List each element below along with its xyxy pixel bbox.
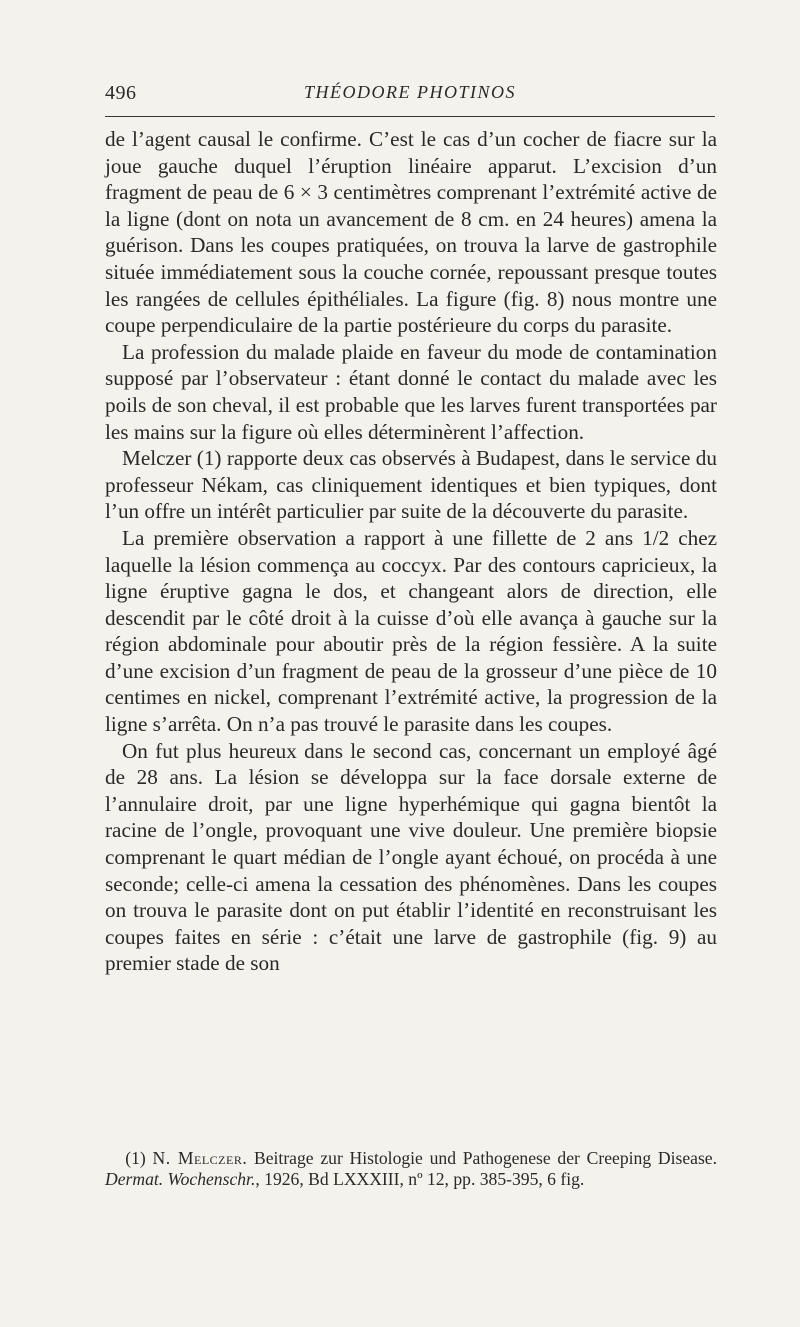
footnote-details: , 1926, Bd LXXXIII, nº 12, pp. 385-395, 6 fig. (255, 1168, 585, 1189)
running-head: THÉODORE PHOTINOS (304, 82, 516, 102)
paragraph-5: On fut plus heureux dans le second cas, concernant un employé âgé de 28 ans. La lésion se développa sur la face dorsale externe de l’annulaire droit, par une ligne hyperhémique qui gagna bientôt la racine de l’ongle, provoquant une vive douleur. Une première biopsie comprenant le quart médian de l’ongle ayant échoué, on procéda à une seconde; celle-ci amena la cessation des phénomènes. Dans les coupes on trouva le parasite dont on put établir l’identité en reconstruisant les coupes faites en série : c’était une larve de gastrophile (fig. 9) au premier stade de son (105, 738, 717, 976)
footnote-author: N. Melczer. (152, 1148, 248, 1168)
page-number: 496 (105, 82, 137, 104)
paragraph-2: La profession du malade plaide en faveur du mode de contamination supposé par l’observateur : étant donné le contact du malade avec les poils de son cheval, il est probable que les larves furent transportées par les mains sur la figure où elles déterminèrent l’affection. (105, 339, 717, 444)
footnote-title: Beitrage zur Histologie und Pathogenese der Creeping Disease. (254, 1148, 717, 1168)
page-header (105, 82, 715, 112)
paragraph-1: de l’agent causal le confirme. C’est le cas d’un cocher de fiacre sur la joue gauche duquel l’éruption linéaire apparut. L’excision d’un fragment de peau de 6 × 3 centimètres comprenant l’extrémité active de la ligne (dont on nota un avancement de 8 cm. en 24 heures) amena la guérison. Dans les coupes pratiquées, on trouva la larve de gastrophile située immédiatement sous la couche cornée, repoussant presque toutes les rangées de cellules épithéliales. La figure (fig. 8) nous montre une coupe perpendiculaire de la partie postérieure du corps du parasite. (105, 127, 717, 338)
body-text (105, 126, 717, 977)
paragraph-3: Melczer (1) rapporte deux cas observés à Budapest, dans le service du professeur Nékam, cas cliniquement identiques et bien typiques, dont l’un offre un intérêt particulier par suite de la découverte du parasite. (105, 446, 717, 524)
footnote-journal: Dermat. Wochenschr. (105, 1168, 256, 1189)
paragraph-4: La première observation a rapport à une fillette de 2 ans 1/2 chez laquelle la lésion commença au coccyx. Par des contours capricieux, la ligne éruptive gagna le dos, et changeant alors de direction, elle descendit par le côté droit à la cuisse d’où elle avança à gauche sur la région abdominale pour aboutir près de la région fessière. A la suite d’une excision d’un fragment de peau de la grosseur d’une pièce de 10 centimes en nickel, comprenant l’extrémité active, la progression de la ligne s’arrêta. On n’a pas trouvé le parasite dans les coupes. (105, 525, 717, 737)
footnote (105, 1148, 717, 1189)
header-rule (105, 116, 715, 117)
footnote-number: (1) (125, 1148, 146, 1168)
